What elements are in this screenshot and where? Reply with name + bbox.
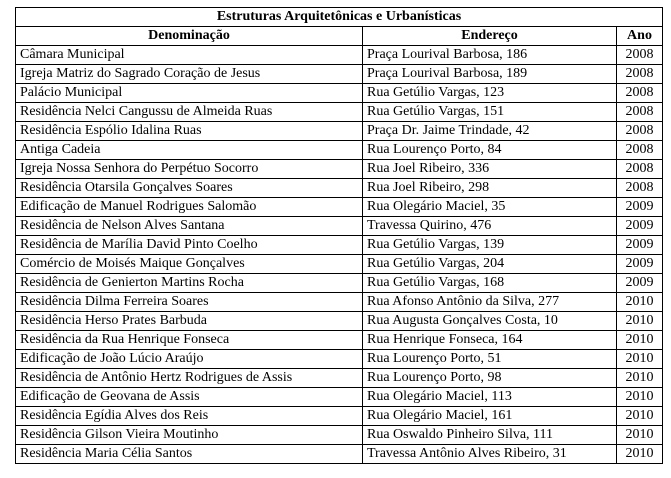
cell-denominacao: Residência Espólio Idalina Ruas [16,122,363,141]
table-row [16,388,663,407]
cell-denominacao: Edificação de Manuel Rodrigues Salomão [16,198,363,217]
cell-ano: 2010 [617,331,663,350]
cell-ano: 2010 [617,445,663,464]
cell-denominacao: Residência Gilson Vieira Moutinho [16,426,363,445]
cell-ano: 2009 [617,274,663,293]
cell-endereco: Travessa Quirino, 476 [363,217,617,236]
table-row [16,350,663,369]
header-ano: Ano [617,27,663,46]
header-endereco: Endereço [363,27,617,46]
cell-ano: 2008 [617,179,663,198]
table-row [16,274,663,293]
cell-denominacao: Residência Egídia Alves dos Reis [16,407,363,426]
cell-denominacao: Residência da Rua Henrique Fonseca [16,331,363,350]
cell-ano: 2008 [617,160,663,179]
cell-ano: 2010 [617,350,663,369]
cell-endereco: Praça Lourival Barbosa, 189 [363,65,617,84]
cell-ano: 2010 [617,407,663,426]
cell-endereco: Travessa Antônio Alves Ribeiro, 31 [363,445,617,464]
table-row [16,160,663,179]
cell-endereco: Rua Afonso Antônio da Silva, 277 [363,293,617,312]
cell-denominacao: Comércio de Moisés Maique Gonçalves [16,255,363,274]
cell-denominacao: Igreja Matriz do Sagrado Coração de Jesus [16,65,363,84]
cell-endereco: Praça Lourival Barbosa, 186 [363,46,617,65]
cell-denominacao: Residência Dilma Ferreira Soares [16,293,363,312]
table-row [16,312,663,331]
cell-denominacao: Igreja Nossa Senhora do Perpétuo Socorro [16,160,363,179]
table-row [16,122,663,141]
table-row [16,65,663,84]
cell-endereco: Rua Henrique Fonseca, 164 [363,331,617,350]
table-row [16,84,663,103]
cell-denominacao: Residência de Antônio Hertz Rodrigues de Assis [16,369,363,388]
cell-denominacao: Câmara Municipal [16,46,363,65]
table-row [16,426,663,445]
cell-endereco: Rua Augusta Gonçalves Costa, 10 [363,312,617,331]
cell-ano: 2009 [617,198,663,217]
cell-denominacao: Residência Herso Prates Barbuda [16,312,363,331]
cell-ano: 2010 [617,293,663,312]
table-title: Estruturas Arquitetônicas e Urbanísticas [16,8,663,27]
cell-denominacao: Residência de Marília David Pinto Coelho [16,236,363,255]
header-denominacao: Denominação [16,27,363,46]
table-row [16,236,663,255]
cell-endereco: Rua Lourenço Porto, 84 [363,141,617,160]
heritage-table [15,7,663,464]
cell-ano: 2008 [617,46,663,65]
table-row [16,103,663,122]
cell-ano: 2010 [617,312,663,331]
table-row [16,407,663,426]
cell-endereco: Rua Olegário Maciel, 113 [363,388,617,407]
cell-ano: 2009 [617,217,663,236]
table-row [16,445,663,464]
cell-endereco: Rua Oswaldo Pinheiro Silva, 111 [363,426,617,445]
cell-denominacao: Residência Maria Célia Santos [16,445,363,464]
cell-denominacao: Palácio Municipal [16,84,363,103]
cell-ano: 2009 [617,255,663,274]
cell-endereco: Rua Olegário Maciel, 35 [363,198,617,217]
cell-ano: 2008 [617,141,663,160]
cell-endereco: Rua Getúlio Vargas, 139 [363,236,617,255]
cell-ano: 2010 [617,388,663,407]
cell-denominacao: Residência Nelci Cangussu de Almeida Ruas [16,103,363,122]
cell-ano: 2008 [617,122,663,141]
cell-endereco: Rua Lourenço Porto, 51 [363,350,617,369]
cell-ano: 2008 [617,103,663,122]
cell-endereco: Rua Joel Ribeiro, 336 [363,160,617,179]
table-row [16,179,663,198]
cell-denominacao: Edificação de João Lúcio Araújo [16,350,363,369]
table-body [16,46,663,464]
cell-ano: 2010 [617,426,663,445]
cell-denominacao: Antiga Cadeia [16,141,363,160]
cell-denominacao: Residência de Genierton Martins Rocha [16,274,363,293]
table-row [16,331,663,350]
cell-endereco: Praça Dr. Jaime Trindade, 42 [363,122,617,141]
cell-denominacao: Edificação de Geovana de Assis [16,388,363,407]
cell-ano: 2008 [617,84,663,103]
table-row [16,141,663,160]
cell-endereco: Rua Olegário Maciel, 161 [363,407,617,426]
cell-endereco: Rua Getúlio Vargas, 204 [363,255,617,274]
cell-endereco: Rua Getúlio Vargas, 123 [363,84,617,103]
cell-ano: 2009 [617,236,663,255]
cell-endereco: Rua Getúlio Vargas, 151 [363,103,617,122]
cell-denominacao: Residência de Nelson Alves Santana [16,217,363,236]
title-row [16,8,663,27]
table-row [16,293,663,312]
table-row [16,198,663,217]
cell-endereco: Rua Lourenço Porto, 98 [363,369,617,388]
table-row [16,369,663,388]
cell-endereco: Rua Joel Ribeiro, 298 [363,179,617,198]
table-row [16,255,663,274]
header-row [16,27,663,46]
cell-endereco: Rua Getúlio Vargas, 168 [363,274,617,293]
cell-denominacao: Residência Otarsila Gonçalves Soares [16,179,363,198]
cell-ano: 2008 [617,65,663,84]
table-row [16,217,663,236]
table-row [16,46,663,65]
cell-ano: 2010 [617,369,663,388]
